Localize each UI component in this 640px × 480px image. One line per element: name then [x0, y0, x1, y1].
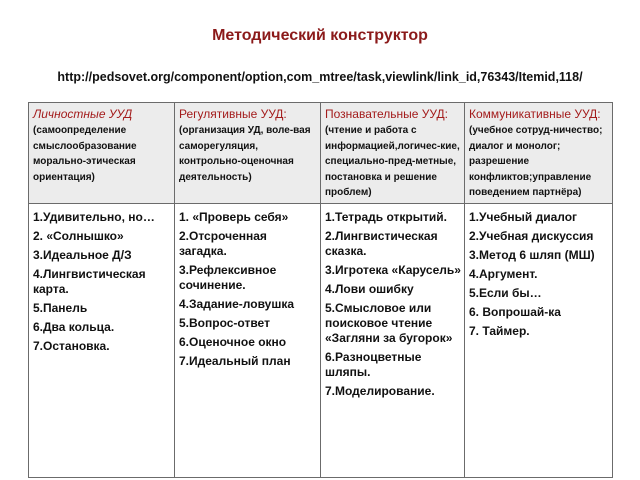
header-title: Коммуникативные УУД: — [469, 107, 601, 121]
list-item: 5.Вопрос-ответ — [179, 315, 270, 330]
list-item: 7. Таймер. — [469, 323, 530, 338]
list-item: 6. Вопрошай-ка — [469, 304, 561, 319]
list-item: 6.Два кольца. — [33, 319, 115, 334]
header-description: (самоопределение смыслообразование морально-этическая ориентация) — [33, 125, 137, 183]
list-item: 3.Игротека «Карусель» — [325, 262, 461, 277]
header-title: Познавательные УУД: — [325, 107, 448, 121]
list-item: 1.Учебный диалог — [469, 209, 578, 224]
list-item: 3.Рефлексивное сочинение. — [179, 262, 277, 292]
list-item: 2.Учебная дискуссия — [469, 228, 594, 243]
list-item: 5.Если бы… — [469, 285, 542, 300]
list-item: 7.Остановка. — [33, 338, 110, 353]
list-item: 2.Отсроченная загадка. — [179, 228, 267, 258]
items-cell-personal — [29, 203, 175, 478]
list-item: 1.Тетрадь открытий. — [325, 209, 447, 224]
items-cell-regulative — [175, 203, 321, 478]
header-description: (организация УД, воле-вая саморегуляция, контрольно-оценочная деятельность) — [179, 125, 311, 183]
page-title: Методический конструктор — [212, 27, 428, 44]
item-list — [325, 210, 461, 399]
constructor-table — [28, 102, 613, 478]
list-item: 6.Оценочное окно — [179, 334, 287, 349]
header-cell-personal — [29, 103, 175, 204]
list-item: 7.Моделирование. — [325, 383, 435, 398]
header-title: Личностные УУД — [33, 107, 133, 121]
list-item: 7.Идеальный план — [179, 353, 291, 368]
item-list — [179, 210, 317, 369]
item-list — [469, 210, 609, 339]
header-cell-regulative — [175, 103, 321, 204]
item-list — [33, 210, 171, 354]
list-item: 4.Лови ошибку — [325, 281, 414, 296]
header-row — [29, 103, 613, 204]
list-item: 4.Лингвистическая карта. — [33, 266, 146, 296]
header-title: Регулятивные УУД: — [179, 107, 287, 121]
list-item: 2. «Солнышко» — [33, 228, 124, 243]
header-description: (чтение и работа с информацией,логичес-кие, специально-пред-метные, постановка и решение проблем) — [325, 125, 460, 198]
list-item: 1.Удивительно, но… — [33, 209, 155, 224]
items-cell-communicative — [465, 203, 613, 478]
list-item: 4.Аргумент. — [469, 266, 538, 281]
list-item: 2.Лингвистическая сказка. — [325, 228, 438, 258]
list-item: 5.Панель — [33, 300, 88, 315]
list-item: 6.Разноцветные шляпы. — [325, 349, 422, 379]
header-cell-cognitive — [321, 103, 465, 204]
header-cell-communicative — [465, 103, 613, 204]
source-url[interactable]: http://pedsovet.org/component/option,com_mtree/task,viewlink/link_id,76343/Itemid,118/ — [57, 70, 583, 84]
items-row — [29, 203, 613, 478]
list-item: 3.Идеальное Д/З — [33, 247, 132, 262]
items-cell-cognitive — [321, 203, 465, 478]
header-description: (учебное сотруд-ничество; диалог и монолог; разрешение конфликтов;управление поведением партнёра) — [469, 125, 603, 198]
list-item: 5.Смысловое или поисковое чтение «Загляни за бугорок» — [325, 300, 453, 345]
list-item: 4.Задание-ловушка — [179, 296, 295, 311]
list-item: 3.Метод 6 шляп (МШ) — [469, 247, 595, 262]
list-item: 1. «Проверь себя» — [179, 209, 289, 224]
